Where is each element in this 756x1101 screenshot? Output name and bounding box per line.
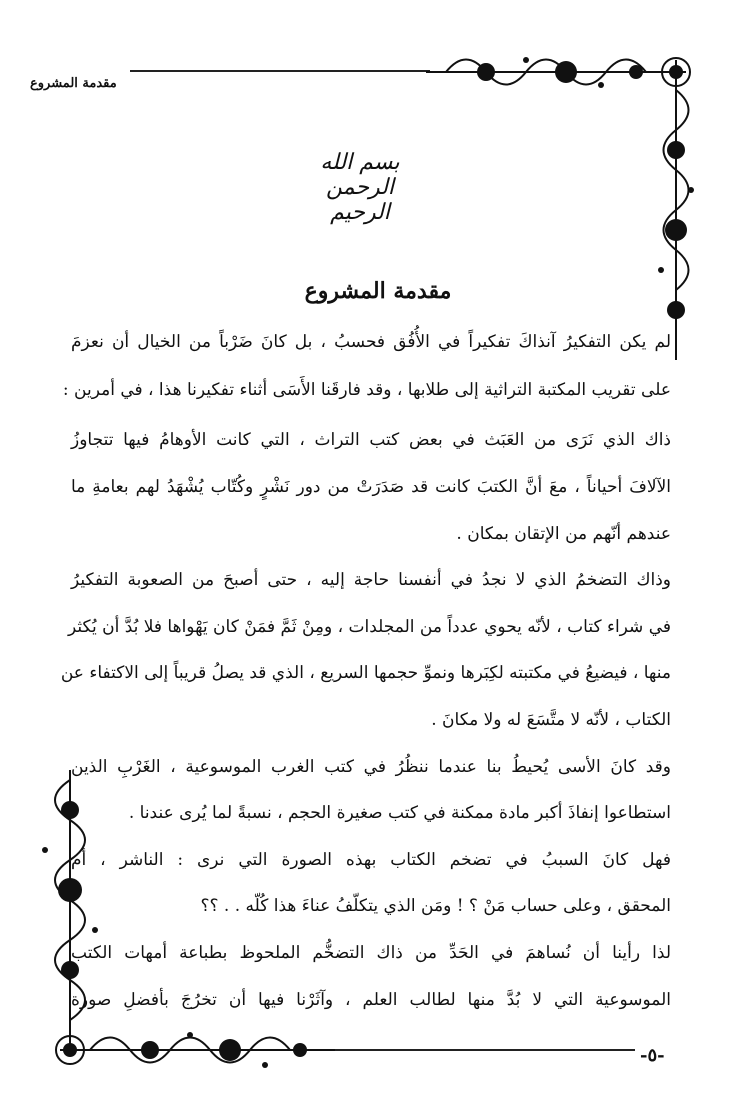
body-line: استطاعوا إنفاذَ أكبر مادة ممكنة في كتب صغيرة الحجم ، نسبةً لما يُرى عندنا . [128, 803, 671, 823]
body-line: الكتاب ، لأنّه لا متَّسَعَ له ولا مكانَ . [431, 710, 671, 730]
body-line: وذاك التضخمُ الذي لا نجدُ في أنفسنا حاجة إليه ، حتى أصبحَ من الصعوبة التفكيرُ [71, 570, 671, 590]
top-right-ornament [426, 30, 756, 370]
body-line: لذا رأينا أن نُساهمَ في الحَدِّ من ذاك التضخُّم الملحوظ بطباعة أمهات الكتب [71, 943, 671, 963]
body-line: الموسوعية التي لا بُدَّ منها لطالب العلم ، وآثَرْنا فيها أن تخرُجَ بأفضلِ صورة [71, 990, 671, 1010]
body-line: في شراء كتاب ، لأنّه يحوي عدداً من المجلدات ، ومِنْ ثَمَّ فمَنْ كان يَهْواها فلا بُدَّ أن يُكثر [68, 617, 671, 637]
body-line: لم يكن التفكيرُ آنذاكَ تفكيراً في الأُفُق فحسبُ ، بل كانَ ضَرْباً من الخيال أن نعزمَ [71, 332, 671, 352]
body-line: منها ، فيضيعُ في مكتبته لكِبَرها ونموِّ حجمها السريع ، الذي قد يصلُ قريباً إلى الاكتفاء عن [60, 663, 671, 683]
body-line: على تقريب المكتبة التراثية إلى طلابها ، وقد فارقَنا الأَسَى أثناء تفكيرنا هذا ، في أمرين : [62, 380, 671, 400]
body-line: وقد كانَ الأسى يُحيطُ بنا عندما ننظُرُ في كتب الغرب الموسوعية ، الغَرْبِ الذين [71, 757, 671, 777]
running-header: مقدمة المشروع [30, 76, 117, 91]
body-line: ذاك الذي نَرَى من العَبَث في بعض كتب التراث ، التي كانت الأوهامُ فيها تتجاوزُ [71, 430, 671, 450]
page-title: مقدمة المشروع [304, 278, 452, 304]
footer-rule [335, 1049, 635, 1051]
body-line: المحقق ، وعلى حساب مَنْ ؟ ! ومَن الذي يتكلّفُ عناءَ هذا كُلّه . . ؟؟ [200, 896, 671, 916]
page-number: -٥- [640, 1045, 665, 1066]
body-line: عندهم أنّهم من الإتقان بمكان . [456, 524, 671, 544]
header-rule [130, 70, 430, 72]
bottom-left-ornament [10, 750, 340, 1090]
body-line: الآلافَ أحياناً ، معَ أنَّ الكتبَ كانت قد صَدَرَتْ من دور نَشْرٍ وكُتّاب يُشْهَدُ لهم بعامةِ ما [71, 477, 671, 497]
basmala-calligraphy: بسم الله الرحمن الرحيم [320, 150, 400, 225]
body-line: فهل كانَ السببُ في تضخم الكتاب بهذه الصورة التي نرى : الناشر ، أم [71, 850, 671, 870]
